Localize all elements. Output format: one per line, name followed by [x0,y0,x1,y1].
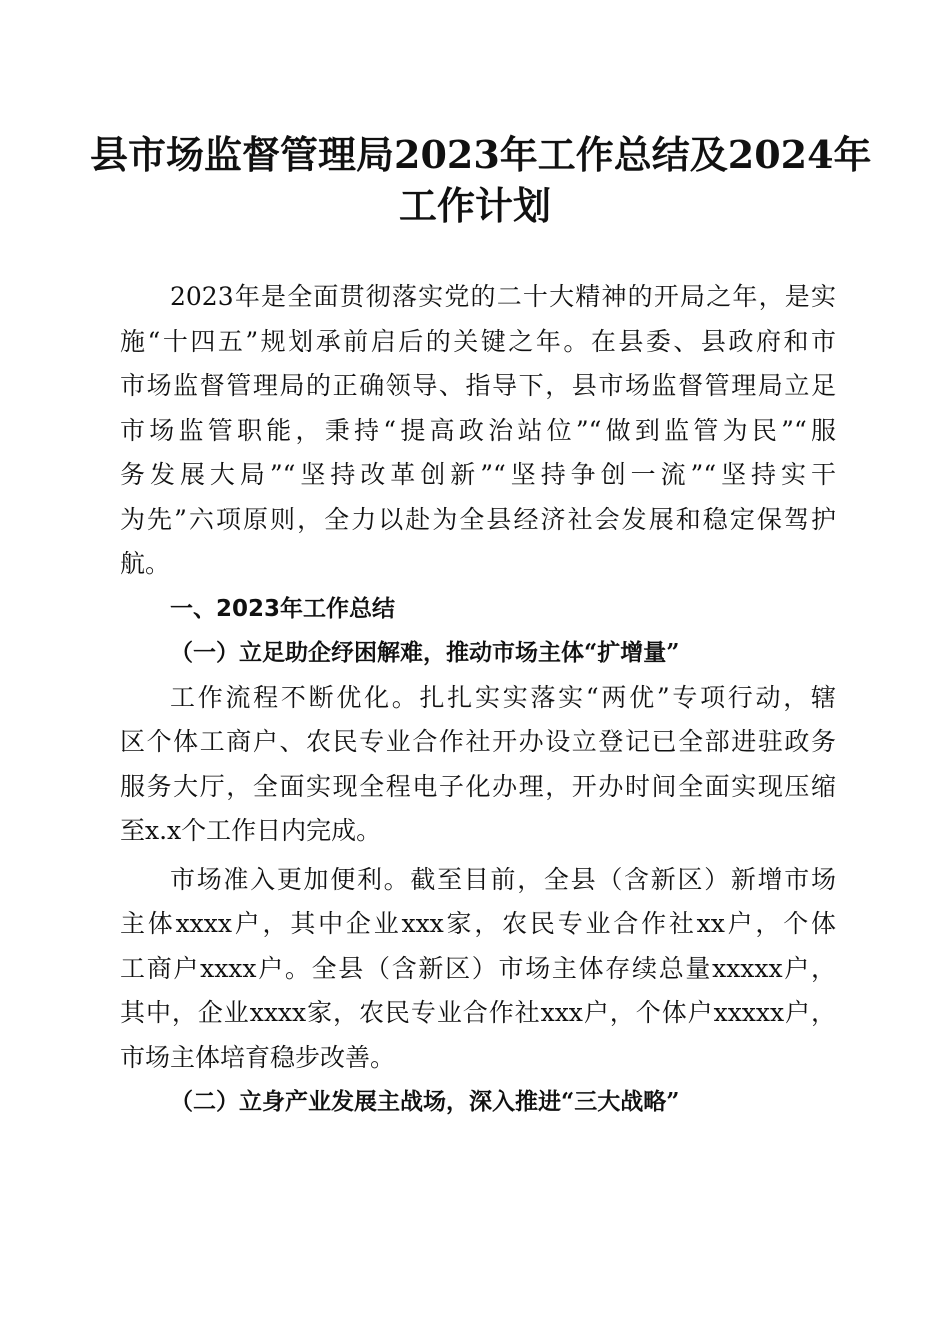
paragraph-market-access [120,858,836,1081]
paragraph-line: 航。 [120,549,171,578]
paragraph-line: 其中，企业xxxx家，农民专业合作社xxx户，个体户xxxxx户， [120,998,836,1027]
paragraph-line: 工商户xxxx户。全县（含新区）市场主体存续总量xxxxx户， [120,953,836,983]
paragraph-line: 为先”六项原则，全力以赴为全县经济社会发展和稳定保驾护 [120,504,836,534]
document-title-line-1: 县市场监督管理局2023年工作总结及2024年 [90,132,872,177]
subsection-heading-2: （二）立身产业发展主战场，深入推进“三大战略” [170,1088,680,1115]
paragraph-line: 工作流程不断优化。扎扎实实落实“两优”专项行动，辖 [170,682,836,712]
paragraph-line: 市场监督管理局的正确领导、指导下，县市场监督管理局立足 [120,371,836,400]
paragraph-line: 施“十四五”规划承前启后的关键之年。在县委、县政府和市 [120,326,836,356]
paragraph-line: 至x.x个工作日内完成。 [120,816,382,845]
document-body [120,275,836,1125]
paragraph-line: 市场主体培育稳步改善。 [120,1042,396,1072]
paragraph-line: 务发展大局”“坚持改革创新”“坚持争创一流”“坚持实干 [120,460,836,489]
section-heading-1: 一、2023年工作总结 [170,595,396,622]
paragraph-line: 区个体工商户、农民专业合作社开办设立登记已全部进驻政务 [120,727,836,756]
intro-paragraph [120,275,836,587]
paragraph-line: 服务大厅，全面实现全程电子化办理，开办时间全面实现压缩 [120,771,836,801]
paragraph-line: 市场准入更加便利。截至目前，全县（含新区）新增市场 [170,864,836,894]
paragraph-line: 主体xxxx户，其中企业xxx家，农民专业合作社xx户，个体 [120,909,836,938]
paragraph-line: 市场监管职能，秉持“提高政治站位”“做到监管为民”“服 [120,415,836,445]
paragraph-line: 2023年是全面贯彻落实党的二十大精神的开局之年，是实 [170,282,836,311]
paragraph-workflow [120,676,836,854]
document-title-line-2: 工作计划 [398,183,551,228]
subsection-heading-1: （一）立足助企纾困解难，推动市场主体“扩增量” [170,639,680,666]
